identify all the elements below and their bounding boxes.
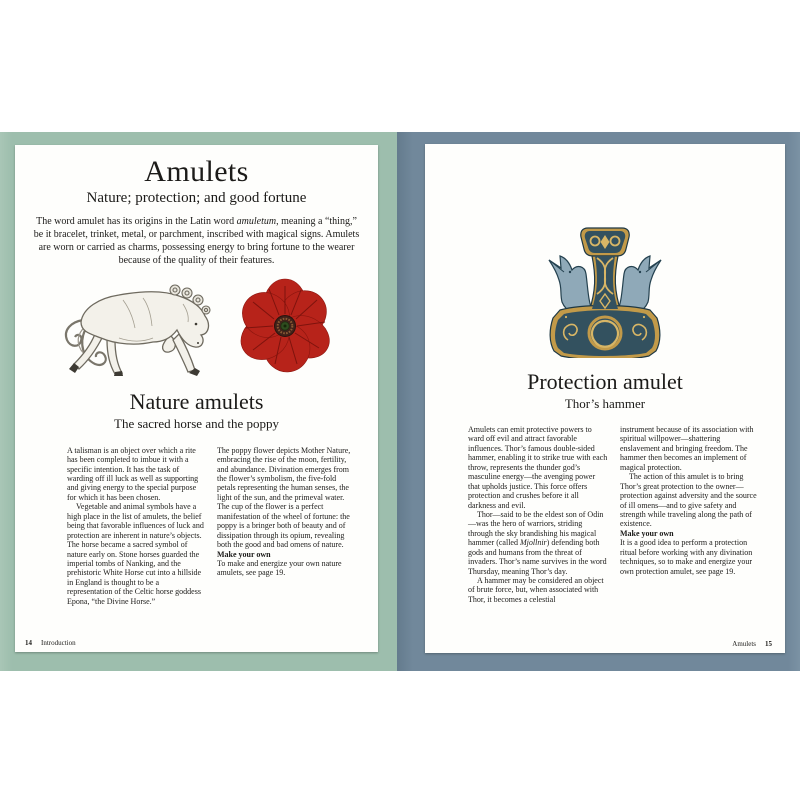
paragraph: The action of this amulet is to bring Thor’s great protection to the owner—protection against adversity and the source of ill omens—and to give safety and strength while traveling along the path of existence. [620, 472, 757, 529]
paragraph: instrument because of its association with spiritual willpower—shattering enslavement and bringing freedom. The hammer then becomes an implement of magical protection. [620, 425, 754, 472]
intro-latin-term: amuletum [236, 215, 277, 227]
page-subtitle: Nature; protection; and good fortune [86, 189, 307, 206]
page-title: Amulets [144, 155, 249, 188]
intro-paragraph [31, 215, 362, 268]
paragraph-text: Thor—said to be the eldest son of Odin—was the hero of warriors, striding through the sky brandishing his magical hammer (called [468, 509, 604, 548]
paragraph-text-continued: ) defending both gods and humans from the threat of invaders. Thor’s name survives in the word Thursday, meaning Thor’s day. [468, 538, 607, 576]
body-column-2 [620, 425, 760, 604]
right-page-footer [732, 640, 772, 648]
paragraph: A hammer may be considered an object of brute force, but, when associated with Thor, it becomes a celestial [468, 576, 604, 604]
body-column-2 [217, 446, 356, 606]
chapter-label: Amulets [732, 640, 756, 648]
right-page-border [397, 132, 800, 671]
section-subtitle: Thor’s hammer [564, 396, 646, 411]
body-column-1 [67, 446, 206, 606]
paragraph [468, 510, 608, 576]
thor-hammer-illustration [542, 224, 668, 358]
intro-text: The word amulet has its origins in the Latin word [36, 215, 237, 227]
make-your-own-heading: Make your own [217, 549, 271, 559]
left-page-footer [25, 639, 76, 647]
make-your-own-text: It is a good idea to perform a protection ritual before working with any divination techniques, so to make and energize your own protection amulet, see page 19. [620, 538, 753, 576]
book-spread [0, 132, 800, 671]
section-subtitle: The sacred horse and the poppy [114, 415, 279, 431]
chapter-label: Introduction [41, 639, 76, 647]
body-column-1 [468, 425, 608, 604]
intro-text-continued: , meaning a “thing,” be it bracelet, trinket, metal, or parchment, inscribed with magical signs. Amulets are worn or carried as charms, possessing energy to bring fortune to the wearer because of the quality of their features. [33, 215, 360, 267]
page-number: 15 [765, 640, 772, 648]
make-your-own-heading: Make your own [620, 528, 674, 538]
body-columns [67, 446, 356, 606]
paragraph: A talisman is an object over which a rite has been completed to imbue it with a specific intention. It has the task of warding off ill luck as well as supporting and giving energy to the special purpose for which it has been chosen. [67, 445, 199, 502]
right-page [425, 144, 785, 653]
paragraph: The poppy flower depicts Mother Nature, embracing the rise of the moon, fertility, and abundance. Divination emerges from the flower’s symbolism, the five-fold petals representing the human senses, the light of the sun, and the primeval water. The cup of the flower is a perfect manifestation of the wheel of fortune: the poppy is a bringer both of beauty and of dissipation through its opium, revealing both the good and bad omens of nature. [217, 445, 351, 550]
page-number: 14 [25, 639, 32, 647]
paragraph: Vegetable and animal symbols have a high place in the list of amulets, the belief being that favorable influences of luck and protection are inherent in nature’s objects. The horse became a sacred symbol of nature early on. Stone horses guarded the imperial tombs of Nanking, and the prehistoric White Horse cut into a hillside in England is thought to be a representation of the Celtic horse goddess Epona, “the Divine Horse.” [67, 502, 204, 606]
left-page [15, 145, 378, 652]
illustration-row [425, 224, 785, 358]
body-columns [468, 425, 760, 604]
paragraph: Amulets can emit protective powers to ward off evil and attract favorable influences. Thor’s famous double-sided hammer, enabling it to strike true with each throw, represents the thunder god’s masculine energy—the avenging power that upholds justice. This force offers protection and crushes before it all darkness and evil. [468, 425, 608, 510]
section-title: Protection amulet [527, 369, 683, 394]
left-page-border [0, 132, 397, 671]
poppy-illustration [235, 276, 335, 376]
mjollnir-term: Mjollnir [519, 538, 547, 548]
horse-illustration [59, 272, 235, 376]
section-title: Nature amulets [129, 388, 264, 414]
illustration-row [15, 272, 378, 376]
make-your-own-text: To make and energize your own nature amulets, see page 19. [217, 558, 342, 578]
